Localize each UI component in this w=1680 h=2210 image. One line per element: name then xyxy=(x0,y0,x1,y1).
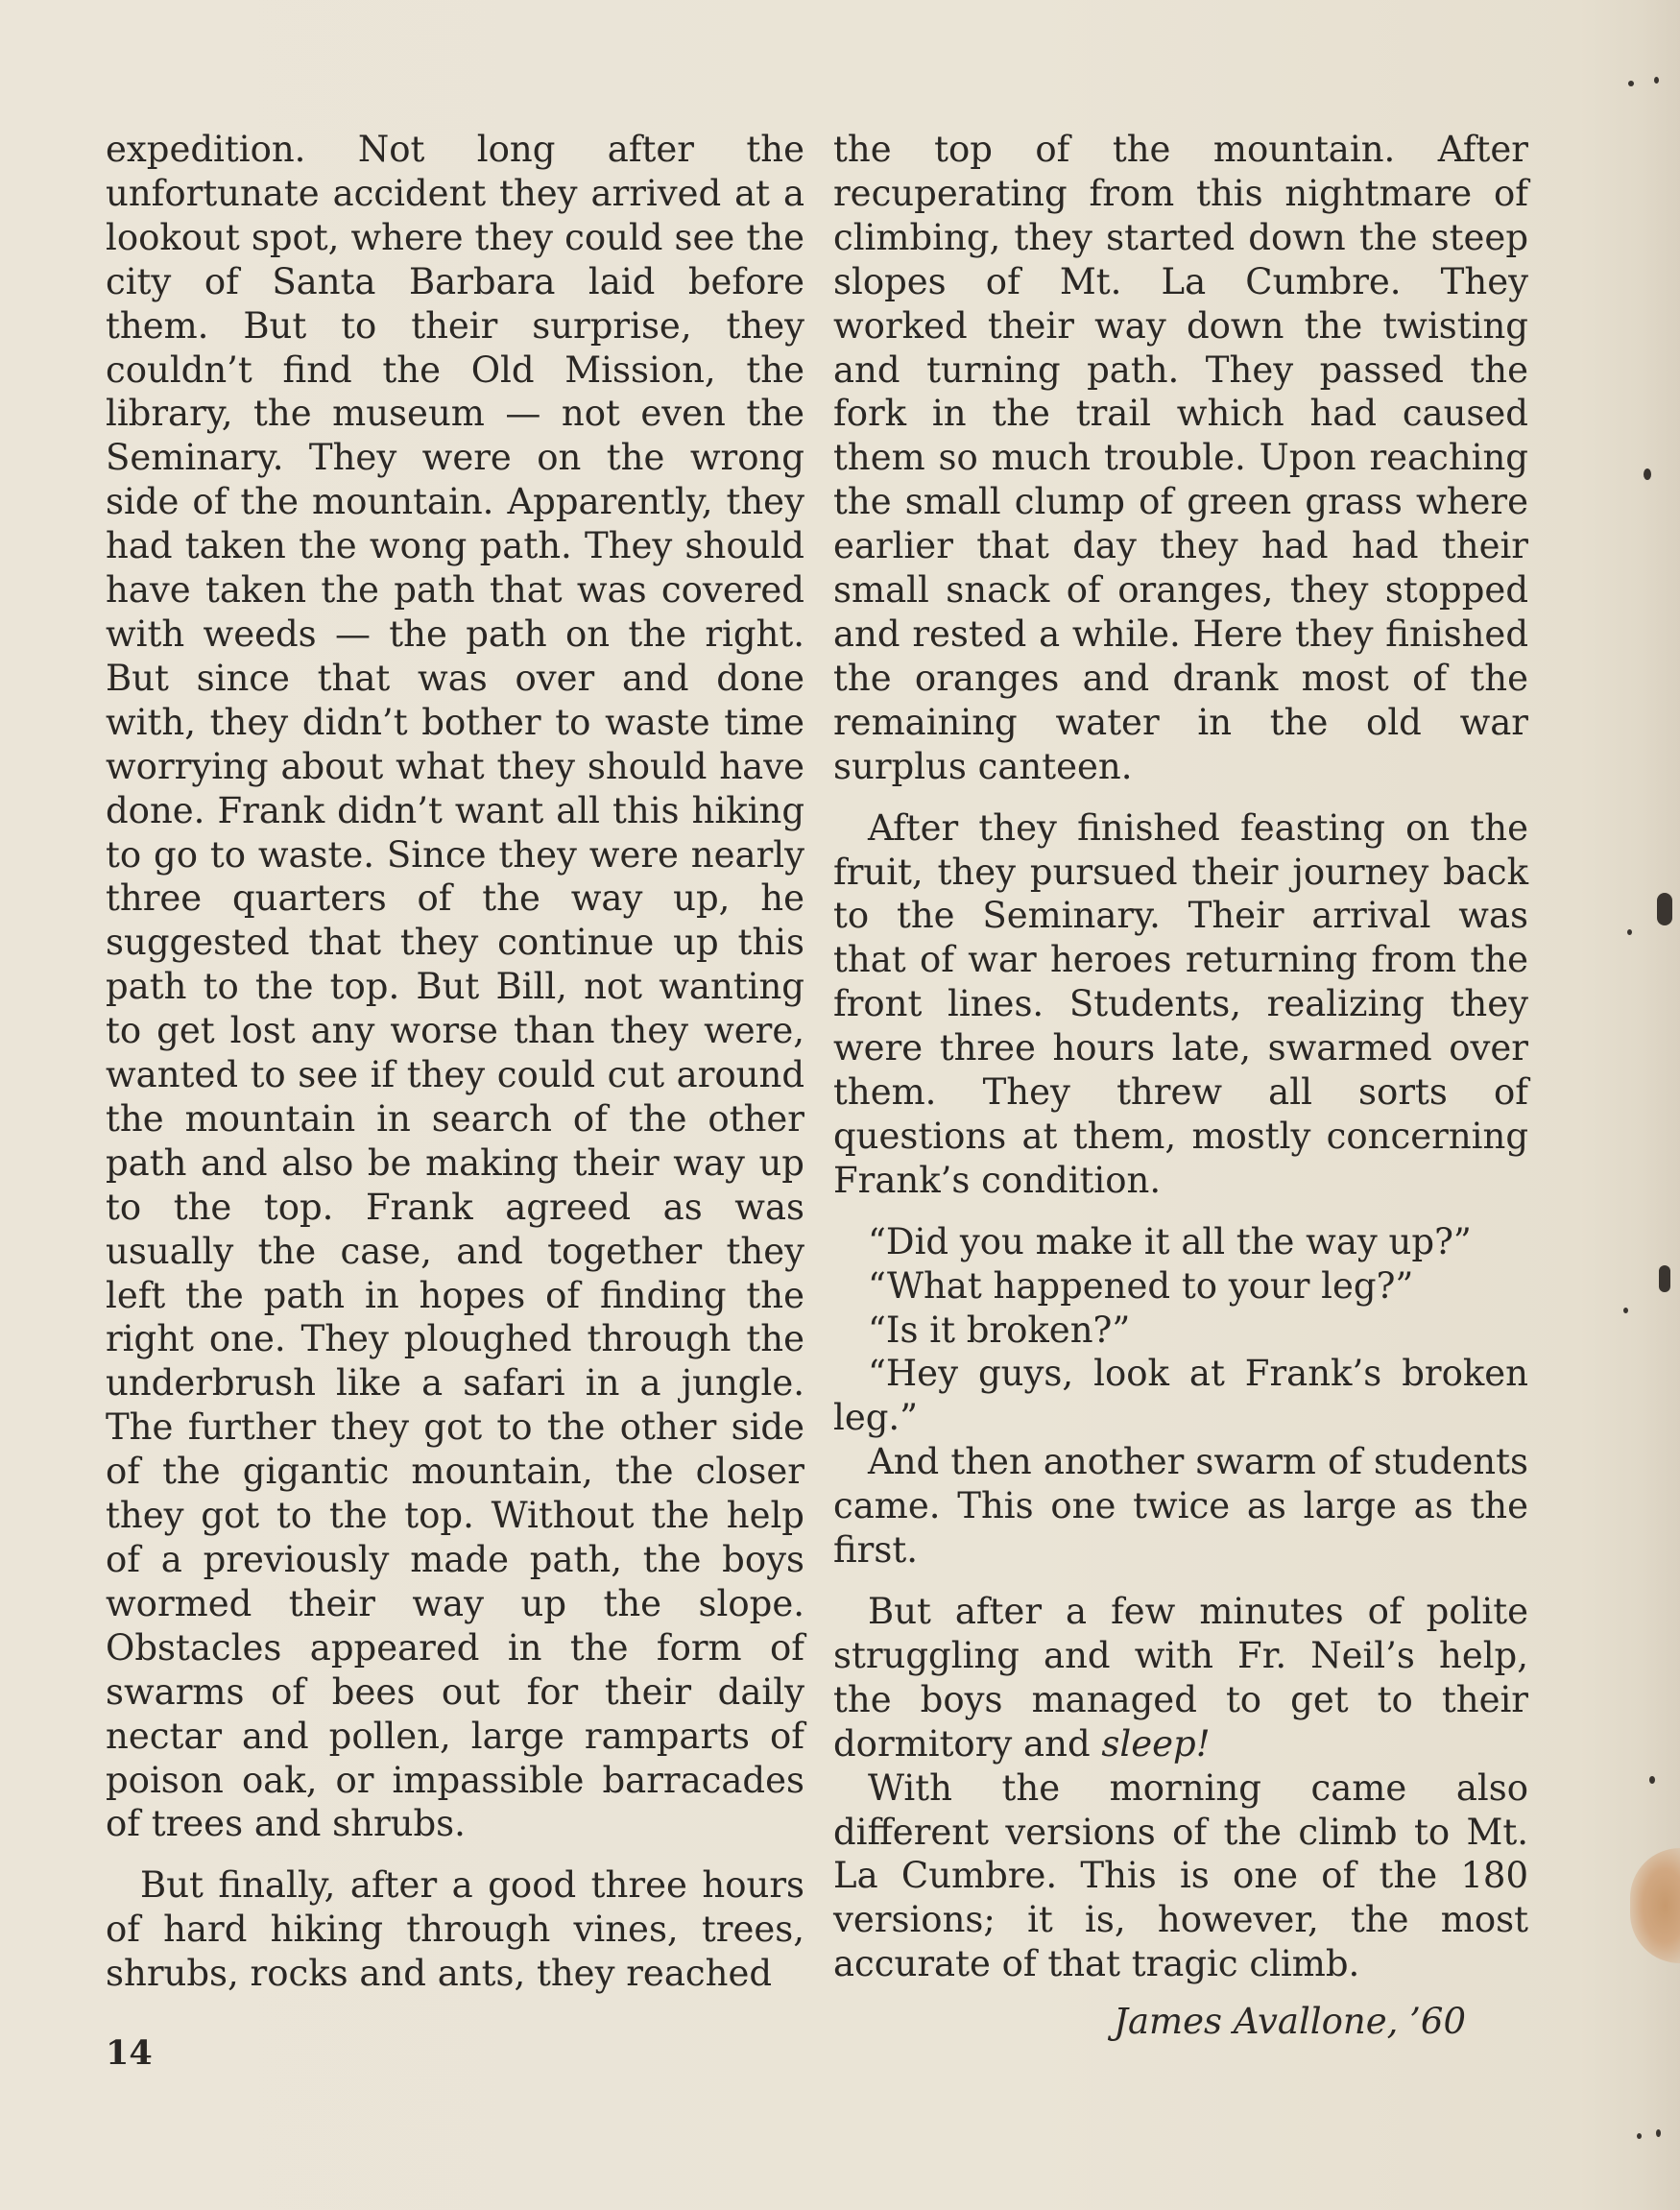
emphasized-word: sleep! xyxy=(1101,1722,1211,1765)
article-paragraph: the top of the mountain. After recuperating from this nightmare of climbing, they started down the steep slopes of Mt. La Cumbre. They worked their way down the twisting and turning path. They passed the fork in the trail which had caused them so much trouble. Upon reaching the small clump of green grass where earlier that day they had had their small snack of oranges, they stopped and rested a while. Here they finished the oranges and drank most of the remaining water in the old war surplus canteen. xyxy=(833,129,1528,787)
article-right-column xyxy=(833,128,1528,2044)
article-paragraph: With the morning came also different versions of the climb to Mt. La Cumbre. This is one of the 180 versions; it is, however, the most accurate of that tragic climb. xyxy=(833,1766,1528,1985)
article-paragraph: And then another swarm of students came. This one twice as large as the first. xyxy=(833,1441,1528,1572)
edge-speck xyxy=(1657,893,1672,925)
edge-speck xyxy=(1654,77,1659,84)
edge-speck xyxy=(1649,1776,1655,1784)
page-number: 14 xyxy=(106,2033,153,2073)
author-signature: James Avallone, ’60 xyxy=(1114,2001,1466,2043)
edge-speck xyxy=(1628,81,1634,86)
article-paragraph: But finally, after a good three hours of hard hiking through vines, trees, shrubs, rocks and ants, they reached xyxy=(106,1864,804,1995)
article-paragraph xyxy=(833,1590,1528,1766)
dialogue-line: “Hey guys, look at Frank’s broken leg.” xyxy=(833,1353,1528,1439)
article-left-column xyxy=(106,128,804,1996)
paper-stain xyxy=(1630,1848,1680,1963)
article-paragraph-text: But after a few minutes of polite struggling and with Fr. Neil’s help, the boys managed to get to their dormitory and xyxy=(833,1591,1528,1765)
dialogue-line: “Did you make it all the way up?” xyxy=(868,1220,1472,1262)
article-paragraph: expedition. Not long after the unfortunate accident they arrived at a lookout spot, where they could see the city of Santa Barbara laid before them. But to their surprise, they couldn’t find the Old Mission, the library, the museum — not even the Seminary. They were on the wrong side of the mountain. Apparently, they had taken the wong path. They should have taken the path that was covered with weeds — the path on the right. But since that was over and done with, they didn’t bother to waste time worrying about what they should have done. Frank didn’t want all this hiking to go to waste. Since they were nearly three quarters of the way up, he suggested that they continue up this path to the top. But Bill, not wanting to get lost any worse than they were, wanted to see if they could cut around the mountain in search of the other path and also be making their way up to the top. Frank agreed as was usually the case, and together they left the path in hopes of finding the right one. They ploughed through the underbrush like a safari in a jungle. The further they got to the other side of the gigantic mountain, the closer they got to the top. Without the help of a previously made path, the boys wormed their way up the slope. Obstacles appeared in the form of swarms of bees out for their daily nectar and pollen, large ramparts of poison oak, or impassible barracades of trees and shrubs. xyxy=(106,129,804,1845)
edge-speck xyxy=(1637,2133,1642,2139)
edge-speck xyxy=(1627,929,1632,935)
article-paragraph: After they finished feasting on the fruit, they pursued their journey back to the Seminary. Their arrival was that of war heroes returning from the front lines. Students, realizing they were three hours late, swarmed over them. They threw all sorts of questions at them, mostly concerning Frank’s condition. xyxy=(833,806,1528,1201)
dialogue-line: “Is it broken?” xyxy=(868,1309,1131,1351)
edge-speck xyxy=(1644,468,1651,480)
edge-speck xyxy=(1659,1265,1670,1292)
edge-speck xyxy=(1656,2129,1661,2137)
edge-speck xyxy=(1623,1308,1628,1313)
dialogue-line: “What happened to your leg?” xyxy=(868,1264,1414,1307)
